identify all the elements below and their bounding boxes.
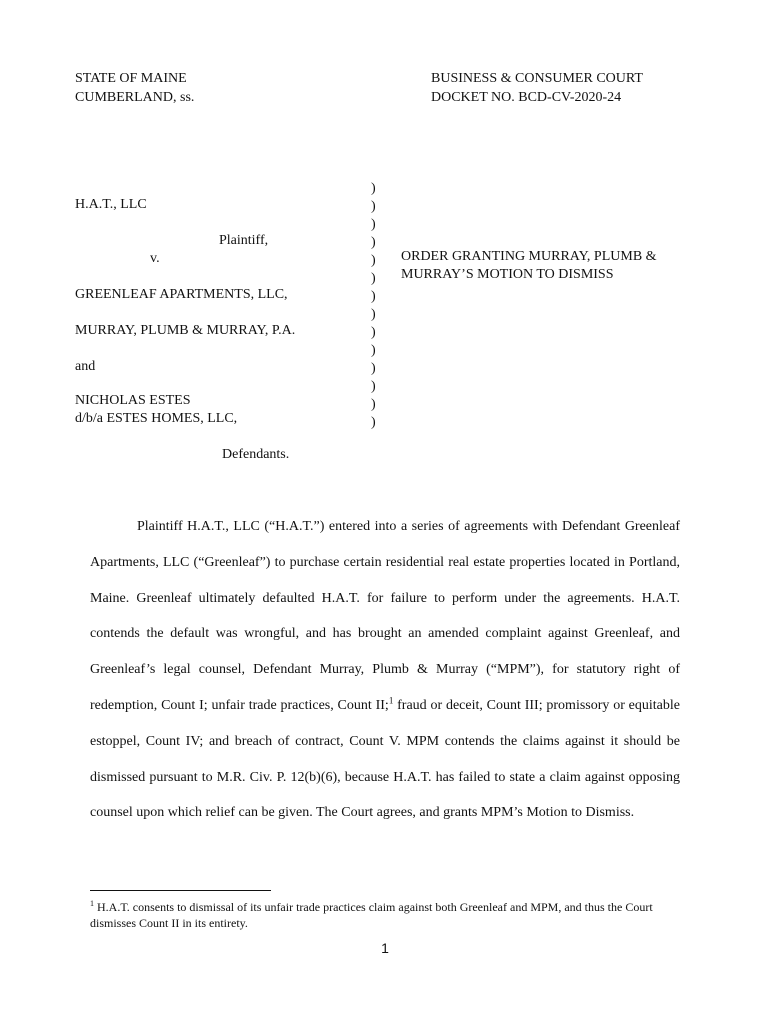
body-paragraph bbox=[90, 509, 680, 831]
docket-number: DOCKET NO. BCD-CV-2020-24 bbox=[431, 90, 622, 105]
defendants-label: Defendants. bbox=[222, 447, 290, 462]
court-heading: BUSINESS & CONSUMER COURT bbox=[431, 71, 643, 86]
footnote-reference[interactable]: 1 bbox=[388, 695, 394, 706]
versus-label: v. bbox=[150, 251, 160, 266]
caption-paren: ) bbox=[371, 235, 376, 250]
caption-parentheses bbox=[371, 180, 376, 432]
footnote bbox=[90, 899, 682, 931]
page-number: 1 bbox=[381, 940, 389, 956]
caption-paren: ) bbox=[371, 379, 376, 394]
caption-paren: ) bbox=[371, 325, 376, 340]
body-text-part2: fraud or deceit, Count III; promissory or equitable estoppel, Count IV; and breach of contract, Count V. MPM contends the claims against it should be dismissed pursuant to M.R. Civ. P. 12(b)(6), because H.A.T. has failed to state a claim against opposing counsel upon which relief can be given. The Court agrees, and grants MPM’s Motion to Dismiss. bbox=[90, 697, 680, 821]
order-title-line2: MURRAY’S MOTION TO DISMISS bbox=[401, 267, 614, 282]
defendant-mpm: MURRAY, PLUMB & MURRAY, P.A. bbox=[75, 323, 296, 338]
caption-paren: ) bbox=[371, 415, 376, 430]
caption-paren: ) bbox=[371, 361, 376, 376]
caption-paren: ) bbox=[371, 271, 376, 286]
caption-paren: ) bbox=[371, 181, 376, 196]
caption-paren: ) bbox=[371, 199, 376, 214]
plaintiff-label: Plaintiff, bbox=[219, 233, 269, 248]
caption-paren: ) bbox=[371, 217, 376, 232]
body-text-part1: Plaintiff H.A.T., LLC (“H.A.T.”) entered into a series of agreements with Defendant Greenleaf Apartments, LLC (“Greenleaf”) to purchase certain residential real estate properties located in Portland, Maine. Greenleaf ultimately defaulted H.A.T. for failure to perform under the agreements. H.A.T. contends the default was wrongful, and has brought an amended complaint against Greenleaf, and Greenleaf’s legal counsel, Defendant Murray, Plumb & Murray (“MPM”), for statutory right of redemption, Count I; unfair trade practices, Count II; bbox=[90, 519, 680, 713]
order-title-line1: ORDER GRANTING MURRAY, PLUMB & bbox=[401, 249, 657, 264]
defendant-estes-dba: d/b/a ESTES HOMES, LLC, bbox=[75, 411, 238, 426]
county-heading: CUMBERLAND, ss. bbox=[75, 90, 195, 105]
footnote-marker: 1 bbox=[90, 899, 94, 908]
footnote-rule bbox=[90, 890, 271, 891]
state-heading: STATE OF MAINE bbox=[75, 71, 187, 86]
footnote-text: H.A.T. consents to dismissal of its unfair trade practices claim against both Greenleaf and MPM, and thus the Court dismisses Count II in its entirety. bbox=[90, 900, 653, 930]
defendant-greenleaf: GREENLEAF APARTMENTS, LLC, bbox=[75, 287, 288, 302]
defendant-estes-name: NICHOLAS ESTES bbox=[75, 393, 191, 408]
caption-paren: ) bbox=[371, 289, 376, 304]
plaintiff-name: H.A.T., LLC bbox=[75, 197, 147, 212]
caption-paren: ) bbox=[371, 253, 376, 268]
caption-paren: ) bbox=[371, 343, 376, 358]
caption-paren: ) bbox=[371, 397, 376, 412]
conjunction-and: and bbox=[75, 359, 96, 374]
caption-paren: ) bbox=[371, 307, 376, 322]
